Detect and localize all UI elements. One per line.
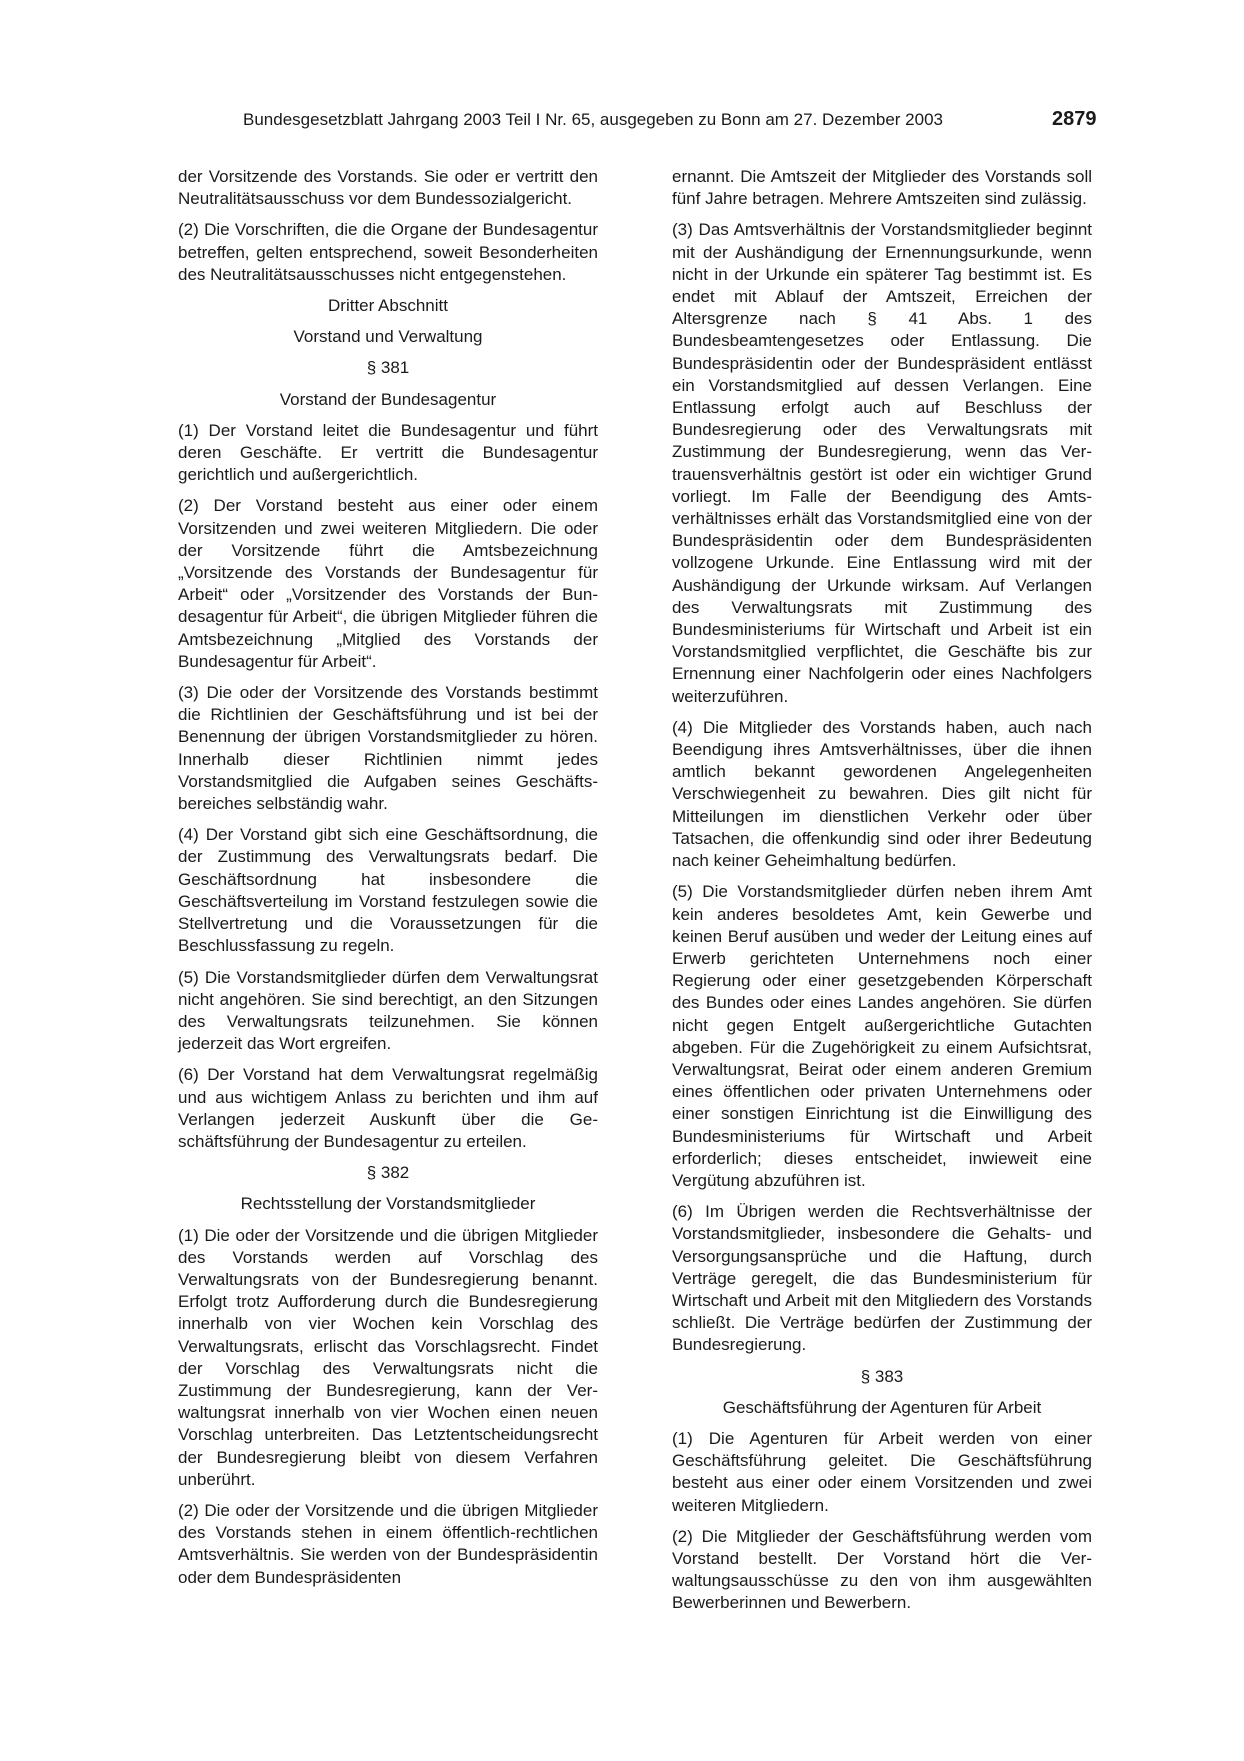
paragraph: (5) Die Vorstandsmitglieder dürfen neben ihrem Amt kein anderes besoldetes Amt, kein Gewerbe und keinen Beruf ausüben und weder der Leitung eines auf Erwerb gerichteten Unternehmens noch einer Regierung oder einer gesetzgebenden Körperschaft des Bundes oder eines Landes angehören. Sie dürfen nicht gegen Entgelt außergerichtliche Gutachten abgeben. Für die Zugehörigkeit zu einem Aufsichtsrat, Verwaltungsrat, Beirat oder einem anderen Gremium eines öffentlichen oder privaten Unternehmens oder einer sonstigen Einrichtung ist die Einwilligung des Bundesministeriums für Wirtschaft und Arbeit erforderlich; dieses entscheidet, inwieweit eine Vergütung abzuführen ist.: [672, 882, 1092, 1190]
header-title: Bundesgesetzblatt Jahrgang 2003 Teil I Nr. 65, ausgegeben zu Bonn am 27. Dezember 2003: [243, 110, 943, 129]
paragraph: der Vorsitzende des Vorstands. Sie oder er vertritt den Neutralitätsausschuss vor dem Bundessozialgericht.: [178, 167, 598, 209]
paragraph: (2) Die Vorschriften, die die Organe der Bundesagentur betreffen, gelten entsprechend, soweit Besonderheiten des Neutralitätsausschusses nicht entgegenstehen.: [178, 220, 598, 284]
paragraph: (1) Die oder der Vorsitzende und die übrigen Mitglieder des Vorstands werden auf Vorschlag des Verwaltungsrats von der Bundesregierung benannt. Erfolgt trotz Aufforderung durch die Bundesregierung innerhalb von vier Wochen kein Vorschlag des Verwaltungsrats, erlischt das Vorschlagsrecht. Findet der Vorschlag des Verwaltungsrats nicht die Zustimmung der Bundesregierung, kann der Verwaltungsrat innerhalb von vier Wochen einen neuen Vorschlag unterbreiten. Das Letztentscheidungsrecht der Bundesregierung bleibt von diesem Verfahren unberührt.: [178, 1225, 598, 1489]
paragraph: (4) Die Mitglieder des Vorstands haben, auch nach Beendigung ihres Amtsverhältnisses, über die ihnen amtlich bekannt gewordenen Angelegenheiten Verschwiegenheit zu bewahren. Dies gilt nicht für Mitteilungen im dienstlichen Verkehr oder über Tatsachen, die offenkundig sind oder ihrer Bedeutung nach keiner Geheimhaltung bedürfen.: [672, 717, 1092, 871]
paragraph: (3) Die oder der Vorsitzende des Vorstands bestimmt die Richtlinien der Geschäftsführung und ist bei der Benennung der übrigen Vorstandsmitglieder zu hören. Innerhalb dieser Richtlinien nimmt jedes Vorstandsmitglied die Aufgaben seines Geschäftsbereiches selbständig wahr.: [178, 683, 598, 814]
section-heading: Rechtsstellung der Vorstandsmitglieder: [240, 1194, 536, 1214]
right-column: [672, 166, 1092, 1624]
section-heading: Vorstand der Bundesagentur: [279, 389, 497, 409]
section-heading: Dritter Abschnitt: [328, 296, 448, 316]
section-heading: § 383: [860, 1366, 904, 1386]
paragraph: (6) Der Vorstand hat dem Verwaltungsrat regelmäßig und aus wichtigem Anlass zu berichten und ihm auf Verlangen jederzeit Auskunft über die Geschäftsführung der Bundesagentur zu erteilen.: [178, 1065, 598, 1151]
left-column: [178, 166, 598, 1598]
paragraph: (6) Im Übrigen werden die Rechtsverhältnisse der Vorstandsmitglieder, insbesondere die Gehalts- und Versorgungsansprüche und die Haftung, durch Verträge geregelt, die das Bundesministerium für Wirtschaft und Arbeit mit den Mitgliedern des Vorstands schließt. Die Verträge bedürfen der Zustimmung der Bundesregierung.: [672, 1202, 1092, 1355]
paragraph: (2) Die oder der Vorsitzende und die übrigen Mitglieder des Vorstands stehen in einem öffentlich-rechtlichen Amtsverhältnis. Sie werden von der Bundespräsidentin oder dem Bundespräsidenten: [178, 1500, 598, 1587]
section-heading: § 381: [366, 358, 410, 378]
paragraph: (5) Die Vorstandsmitglieder dürfen dem Verwaltungsrat nicht angehören. Sie sind berechtigt, an den Sitzungen des Verwaltungsrats teilzunehmen. Sie können jederzeit das Wort ergreifen.: [178, 967, 598, 1054]
section-heading: § 382: [366, 1163, 410, 1183]
paragraph: ernannt. Die Amtszeit der Mitglieder des Vorstands soll fünf Jahre betragen. Mehrere Amtszeiten sind zulässig.: [672, 167, 1092, 209]
paragraph: (1) Die Agenturen für Arbeit werden von einer Geschäftsführung geleitet. Die Geschäftsführung besteht aus einer oder einem Vorsitzenden und zwei weiteren Mitgliedern.: [672, 1428, 1092, 1515]
paragraph: (2) Der Vorstand besteht aus einer oder einem Vorsitzenden und zwei weiteren Mitgliedern. Die oder der Vorsitzende führt die Amtsbezeichnung „Vorsitzende des Vorstands der Bundesagentur für Arbeit“ oder „Vorsitzender des Vorstands der Bundesagentur für Arbeit“, die übrigen Mitglieder führen die Amtsbezeichnung „Mitglied des Vorstands der Bundesagentur für Arbeit“.: [178, 496, 598, 671]
paragraph: (3) Das Amtsverhältnis der Vorstandsmitglieder beginnt mit der Aushändigung der Ernennungsurkunde, wenn nicht in der Urkunde ein späterer Tag bestimmt ist. Es endet mit Ablauf der Amtszeit, Erreichen der Altersgrenze nach § 41 Abs. 1 des Bundesbeamtengesetzes oder Entlassung. Die Bundespräsidentin oder der Bundespräsident entlässt ein Vorstandsmitglied auf dessen Verlangen. Eine Entlassung erfolgt auch auf Beschluss der Bundesregierung oder des Verwaltungsrats mit Zustimmung der Bundesregierung, wenn das Vertrauensverhältnis gestört ist oder ein wichtiger Grund vorliegt. Im Falle der Beendigung des Amtsverhältnisses erhält das Vorstandsmitglied eine von der Bundespräsidentin oder dem Bundespräsidenten vollzogene Urkunde. Eine Entlassung wird mit der Aushändigung der Urkunde wirksam. Auf Verlangen des Verwaltungsrats mit Zustimmung des Bundesministeriums für Wirtschaft und Arbeit ist ein Vorstandsmitglied verpflichtet, die Geschäfte bis zur Ernennung einer Nachfolgerin oder eines Nachfolgers weiterzuführen.: [672, 220, 1092, 706]
page-number: 2879: [1052, 108, 1097, 130]
paragraph: (1) Der Vorstand leitet die Bundesagentur und führt deren Geschäfte. Er vertritt die Bundesagentur gerichtlich und außergerichtlich.: [178, 420, 598, 485]
section-heading: Geschäftsführung der Agenturen für Arbeit: [722, 1397, 1042, 1417]
paragraph: (2) Die Mitglieder der Geschäftsführung werden vom Vorstand bestellt. Der Vorstand hört die Verwaltungsausschüsse zu den von ihm ausgewählten Bewerberinnen und Bewerbern.: [672, 1526, 1092, 1613]
paragraph: (4) Der Vorstand gibt sich eine Geschäftsordnung, die der Zustimmung des Verwaltungsrats bedarf. Die Geschäftsordnung hat insbesondere die Geschäftsverteilung im Vorstand festzulegen sowie die Stellvertretung und die Voraussetzungen für die Beschlussfassung zu regeln.: [178, 825, 598, 956]
section-heading: Vorstand und Verwaltung: [293, 327, 483, 347]
page-header: [0, 108, 1244, 136]
